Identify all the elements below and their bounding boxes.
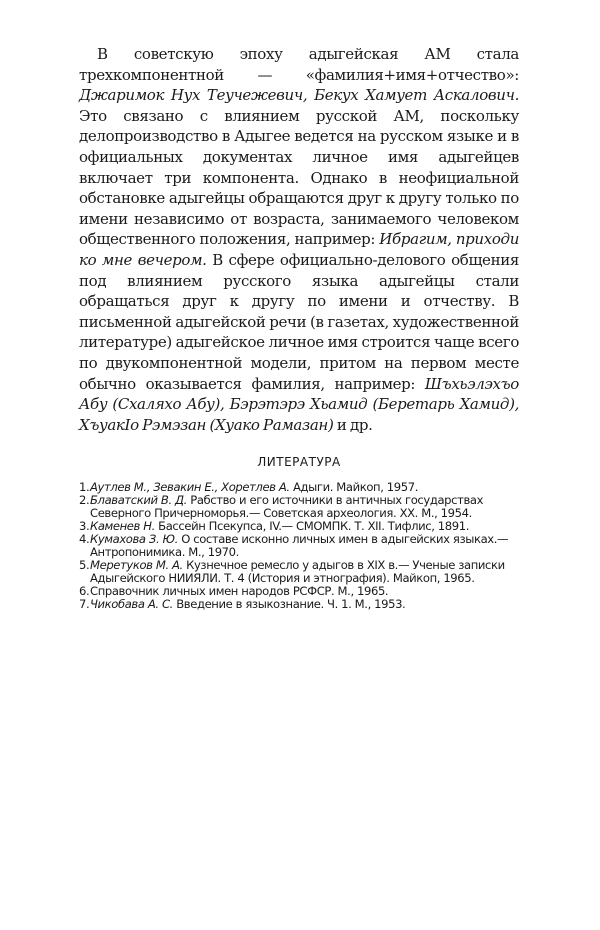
document-page xyxy=(79,44,519,611)
reference-text: Бассейн Псекупса, IV.— СМОМПК. Т. XII. Тифлис, 1891. xyxy=(154,519,469,534)
reference-number: 4. xyxy=(79,532,90,547)
reference-item xyxy=(79,559,519,585)
paragraph-example-names: Джаримок Нух Теучежевич, Бекух Хамует Аскалович. xyxy=(79,86,519,105)
reference-number: 3. xyxy=(79,519,90,534)
paragraph-text: В сфере официально-делового общения под влиянием русского языка адыгейцы стали обращаться друг к другу по имени и отчеству. В письменной адыгейской речи (в газетах, художественной литературе) адыгейское личное имя строится чаще всего по двукомпонентной модели, притом на первом месте обычно оказывается фамилия, например: xyxy=(79,250,519,393)
reference-author: Меретуков М. А. xyxy=(90,558,183,573)
reference-number: 6. xyxy=(79,584,90,599)
paragraph-text: и др. xyxy=(333,415,373,434)
paragraph-text: Это связано с влиянием русской АМ, поскольку делопроизводство в Адыгее ведется на русском языке и в официальных документах личное имя адыгейцев включает три компонента. Однако в неофициальной обстановке адыгейцы обращаются друг к другу только по имени независимо от возраста, занимаемого человеком общественного положения, например: xyxy=(79,106,519,249)
paragraph-text: В советскую эпоху адыгейская АМ стала трехкомпонентной — «фамилия+имя+отчество»: xyxy=(79,45,519,84)
reference-number: 1. xyxy=(79,480,90,495)
reference-text: Рабство и его источники в античных государствах Северного Причерноморья.— Советская археология. XX. М., 1954. xyxy=(90,493,484,521)
reference-item xyxy=(79,533,519,559)
reference-author: Блаватский В. Д. xyxy=(90,493,187,508)
paragraph-example-names: Шъхьэлэхъо Абу (Схаляхо Абу), Бэрэтэрэ Хьамид (Беретарь Хамид), ХъуакIо Рэмэзан (Хуако Рамазан) xyxy=(79,374,519,434)
reference-list xyxy=(79,481,519,611)
literature-heading: ЛИТЕРАТУРА xyxy=(257,455,341,470)
reference-number: 2. xyxy=(79,493,90,508)
reference-item xyxy=(79,494,519,520)
reference-author: Чикобава А. С. xyxy=(90,597,173,612)
reference-item xyxy=(79,598,519,611)
reference-text: Справочник личных имен народов РСФСР. М., 1965. xyxy=(90,584,389,599)
reference-text: Адыги. Майкоп, 1957. xyxy=(289,480,418,495)
reference-text: Введение в языкознание. Ч. 1. М., 1953. xyxy=(172,597,406,612)
paragraph-example-phrase: Ибрагим, приходи ко мне вечером. xyxy=(79,230,519,269)
reference-number: 5. xyxy=(79,558,90,573)
reference-text: Кузнечное ремесло у адыгов в XIX в.— Ученые записки Адыгейского НИИЯЛИ. Т. 4 (История и этнография). Майкоп, 1965. xyxy=(90,558,505,586)
reference-text: О составе исконно личных имен в адыгейских языках.— Антропонимика. М., 1970. xyxy=(90,532,509,560)
reference-author: Кумахова З. Ю. xyxy=(90,532,178,547)
body-paragraph xyxy=(79,44,519,435)
reference-author: Каменев Н. xyxy=(90,519,155,534)
reference-author: Аутлев М., Зевакин Е., Хоретлев А. xyxy=(90,480,290,495)
reference-number: 7. xyxy=(79,597,90,612)
